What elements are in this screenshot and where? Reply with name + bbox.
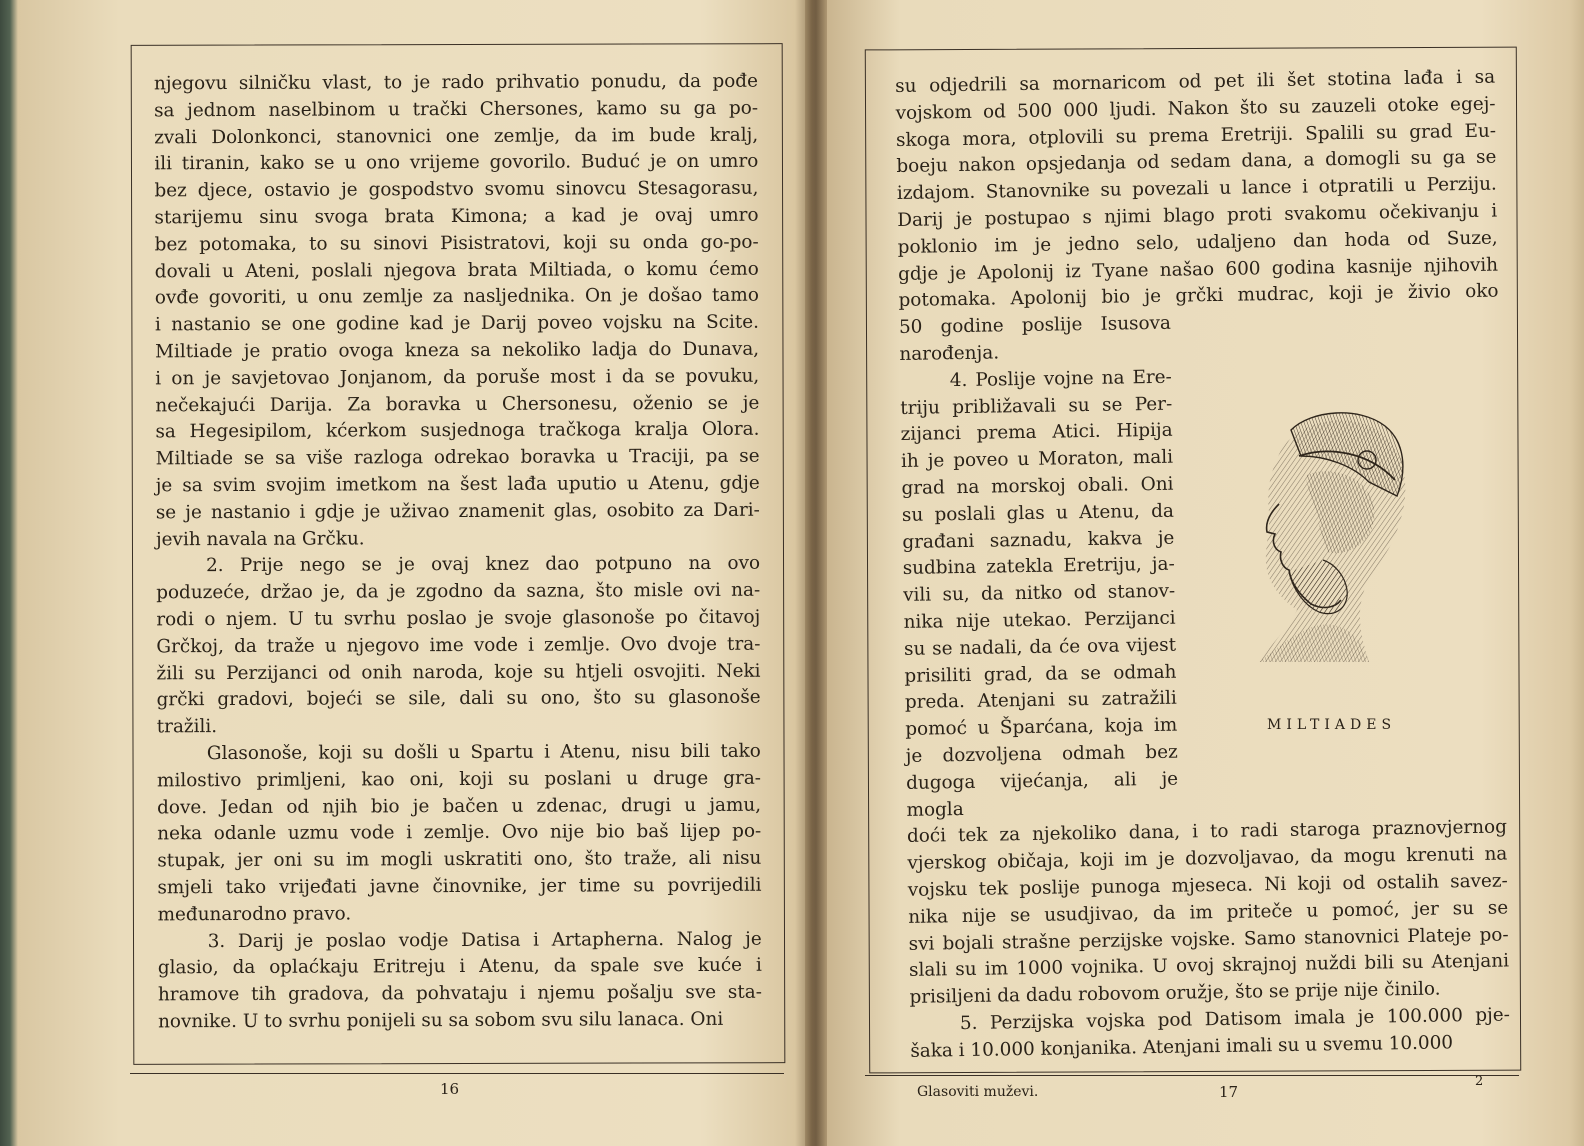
text-line: dovali u Ateni, poslali njegova brata Miltiada, o komu ćemo [154, 258, 759, 282]
text-line: jevih navala na Grčku. [155, 527, 365, 550]
text-line: sa jednom naselbinom u tračkі Chersones, kamo su ga po- [154, 97, 759, 122]
text-line: triju približavali su se Per- [900, 393, 1173, 419]
text-line: Darij je postupao s njimi blago proti svakomu očekivanju i [897, 200, 1498, 231]
text-line: narođenja. [899, 342, 1000, 365]
text-line: se je nastanio i gdje je uživao znamenit glas, osobito za Dari- [155, 499, 760, 524]
text-line: 50 godine poslije Isusova [898, 312, 1172, 339]
text-line: skoga mora, otplovili su prema Eretriji. Spalili su grad Eu- [895, 120, 1497, 151]
text-line: su odjedrili sa mornaricom od pet ili šet stotina lađa i sa [895, 66, 1496, 97]
text-line: dugoga vijećanja, ali je mogla [905, 768, 1179, 821]
text-line: grčki gradovi, bojeći se sile, dali su ono, što su glasonoše [156, 687, 761, 711]
text-line: dove. Jedan od njih bio je bačen u zdenac, drugi u jamu, [157, 794, 762, 818]
text-line: prisiliti grad, da se odmah [904, 661, 1177, 687]
text-line: svi bojali strašne perzijske vojske. Samo stanovnici Plateje po- [908, 923, 1509, 955]
text-line: zvali Dolonkonci, stanovnici one zemlje, da im bude kralj, [154, 124, 759, 148]
text-line: hramove tih gradova, da pohvataju i njemu pošalju sve sta- [157, 981, 762, 1006]
text-line: boeju nakon opsjedanja od sedam dana, a domogli su ga se [896, 146, 1497, 178]
text-line: poduzeće, držao je, da je zgodno da sazna, što misle ovi na- [156, 579, 761, 604]
left-page-text [154, 69, 762, 1036]
signature-title: Glasoviti muževi. [917, 1084, 1039, 1100]
text-line: vjerskog običaja, koji im je dozvoljavao, da mogu krenuti na [907, 843, 1508, 875]
portrait-caption: MILTIADES [1267, 717, 1397, 733]
text-line: je dozvoljena odmah bez [905, 741, 1178, 767]
text-line: međunarodno pravo. [157, 903, 352, 926]
text-line: vojsku tek poslije punoga mjeseca. Ni koji od ostalih savez- [907, 870, 1508, 901]
book-gutter [805, 0, 827, 1146]
text-line: 3. Darij je poslao vodje Datisa i Artapherna. Nalog je [207, 928, 762, 952]
text-line: je sa svim svojim imetkom na šest lađa uputio u Atenu, gdje [155, 472, 760, 497]
text-line: ili tiranin, kako se u ono vrijeme govorilo. Buduć je on umro [154, 151, 759, 175]
text-line: stupak, jer oni su im mogli uskratiti ono, što traže, ali nisu [157, 847, 762, 872]
text-line: smjeli tako vrijeđati javne činovnike, jer time su povrijedili [157, 874, 762, 899]
left-page [20, 0, 805, 1146]
text-line: novnike. U to svrhu ponijeli su sa sobom svu silu lanaca. Oni [157, 1008, 724, 1033]
portrait-illustration [1219, 400, 1419, 670]
text-line: pomoć u Šparćana, koja im [905, 714, 1178, 741]
text-line: su poslali glas u Atenu, da [901, 500, 1175, 526]
text-line: žili su Perzijanci od onih naroda, koje su htjeli osvojiti. Neki [156, 660, 761, 684]
text-line: sudbina zatekla Eretriju, ja- [902, 554, 1175, 580]
text-line: poklonio im je jedno selo, udaljeno dan hoda od Suze, [897, 227, 1498, 258]
text-line: Miltiade se sa više razloga odrekao boravka u Traciji, pa se [155, 445, 760, 470]
text-line: izdajom. Stanovnike su povezali u lance i otpratili u Perziju. [896, 173, 1497, 205]
text-line: vili su, da nitko od stanov- [903, 580, 1176, 607]
text-line: zijanci prema Atici. Hipija [900, 420, 1173, 446]
signature-mark: 2 [1475, 1074, 1484, 1089]
text-line: milostivo primljeni, kao oni, koji su poslani u druge gra- [156, 767, 762, 792]
right-text-bottom [907, 815, 1511, 1066]
text-line: preda. Atenjani su zatražili [904, 687, 1178, 714]
text-line: nečekajući Darija. Za boravka u Chersonesu, oženio se je [155, 392, 760, 416]
text-line: ih je poveo u Moraton, mali [900, 446, 1174, 473]
text-line: nika nije se usudjivao, da im priteče u pomoć, jer su se [908, 897, 1509, 928]
text-line: glasio, da oplaćkaju Eritreju i Atenu, da spale sve kuće i [157, 954, 762, 979]
text-line: Miltiade je pratio ovoga kneza sa nekoliko ladja do Dunava, [155, 338, 760, 363]
text-line: vojskom od 500 000 ljudi. Nakon što su zauzeli otoke egej- [895, 93, 1496, 124]
text-line: sa Hegesipilom, kćerkom susjednoga tračkoga kralja Olora. [155, 419, 760, 443]
text-line: i on je savjetovao Jonjanom, da poruše most i da se povuku, [155, 365, 760, 390]
text-line: 2. Prije nego se je ovaj knez dao potpuno na ovo [206, 553, 761, 577]
text-line: tražili. [156, 716, 218, 738]
text-line: šaka i 10.000 konjanika. Atenjani imali su u svemu 10.000 [910, 1032, 1454, 1062]
text-line: doći tek za njekoliko dana, i to radi staroga praznovjernog [906, 816, 1508, 848]
text-line: Grčkoj, da traže u njegovo ime vode i zemlje. Ovo dvoje tra- [156, 633, 761, 658]
right-text-beside-portrait [900, 364, 1179, 824]
footer-rule [865, 1075, 1519, 1076]
miltiades-portrait-engraving [1219, 400, 1419, 670]
right-text-top [895, 65, 1500, 369]
text-line: i nastanio se one godine kad je Darij poveo vojsku na Scite. [154, 311, 760, 336]
text-line: neka odanle uzmu vode i zemlje. Ovo nije bio baš lijep po- [157, 820, 762, 845]
text-line: 4. Poslije vojne na Ere- [949, 366, 1172, 391]
text-line: bez djece, ostavio je gospodstvo svomu sinovcu Stesagorasu, [154, 177, 759, 202]
text-line: ovđe govoriti, u onu zemlje za nasljednika. On je došao tamo [154, 285, 759, 309]
text-line: potomaka. Apolonij bio je grčki mudrac, koji je živio oko [898, 280, 1499, 312]
text-line: Glasonoše, koji su došli u Spartu i Atenu, nisu bili tako [206, 740, 761, 765]
text-line: su se nadali, da će ova vijest [903, 634, 1177, 660]
text-line: građani saznadu, kakva je [902, 527, 1175, 553]
text-line: grad na morskoj obali. Oni [901, 473, 1174, 499]
text-line: nika nije utekao. Perzijanci [903, 607, 1176, 633]
right-page [827, 0, 1584, 1146]
page-number: 16 [440, 1080, 460, 1098]
text-line: 5. Perzijska vojska pod Datisom imala je 100.000 pje- [959, 1004, 1511, 1034]
text-line: starijemu sinu svoga brata Kimona; a kad je ovaj umro [154, 204, 759, 229]
footer-rule [130, 1073, 784, 1074]
page-number: 17 [1219, 1083, 1239, 1101]
text-line: rodi o njem. U tu svrhu poslao je svoje glasonoše po čitavoj [156, 606, 761, 631]
text-line: njegovu silničku vlast, to je rado prihvatio ponudu, da pođe [153, 70, 758, 95]
text-line: gdje je Apolonij iz Tyane našao 600 godina kasnije njihovih [897, 254, 1499, 285]
text-line: bez potomaka, to su sinovi Pisistratovi, koji su onda go-po- [154, 231, 759, 256]
text-line: slali su im 1000 vojnika. U ovoj skrajnoj nuždi bili su Atenjani [908, 950, 1510, 982]
text-line: prisiljeni da dadu robovom oružje, što se prije nije činilo. [909, 978, 1441, 1008]
